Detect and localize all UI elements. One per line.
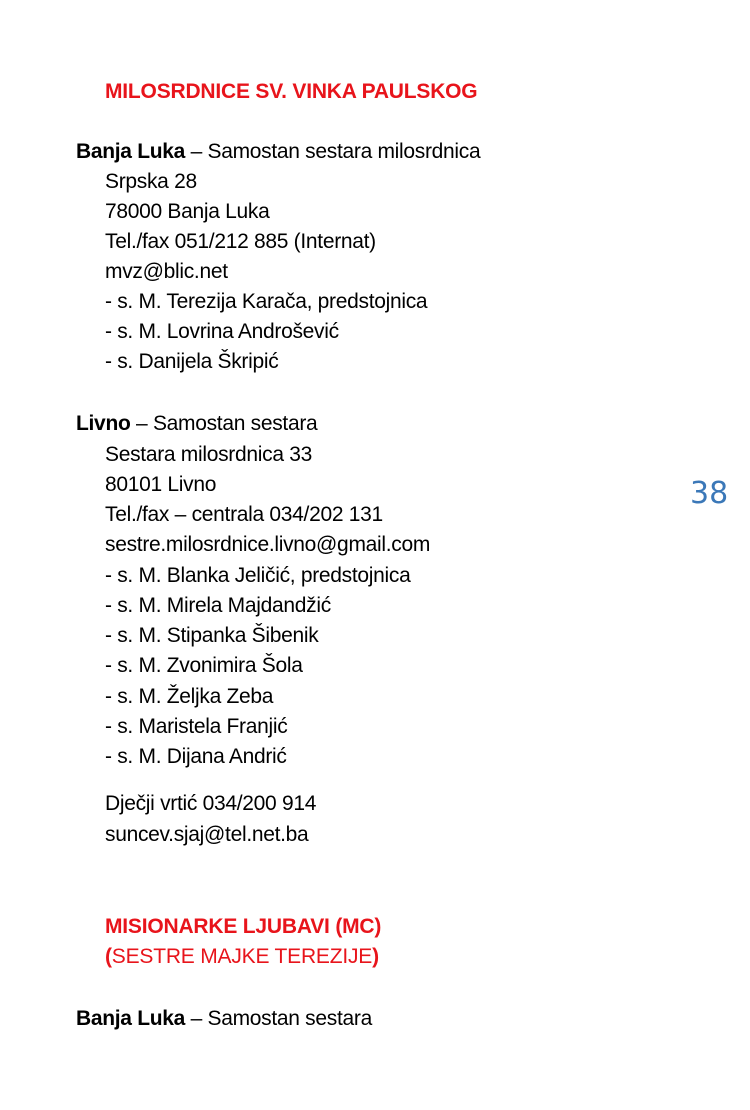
member-item: - s. Danijela Škripić (105, 350, 279, 373)
entry-title-rest: – Samostan sestara (130, 412, 318, 435)
entry-city: Banja Luka (76, 1007, 186, 1030)
member-item: - s. M. Stipanka Šibenik (105, 624, 319, 647)
entry-email: sestre.milosrdnice.livno@gmail.com (105, 533, 431, 556)
entry-city: Banja Luka (76, 140, 186, 163)
section-heading-misionarke: MISIONARKE LJUBAVI (MC) (105, 915, 382, 938)
entry-postal: 78000 Banja Luka (105, 200, 270, 223)
entry-city: Livno (76, 412, 131, 435)
entry-phone: Tel./fax – centrala 034/202 131 (105, 503, 383, 526)
entry-title (76, 1004, 372, 1034)
member-item: - s. M. Željka Zeba (105, 685, 274, 708)
entry-address: Srpska 28 (105, 170, 197, 193)
member-item: - s. M. Blanka Jeličić, predstojnica (105, 564, 411, 587)
kindergarten-phone: Dječji vrtić 034/200 914 (105, 792, 317, 815)
section-subheading-misionarke (105, 945, 379, 969)
member-item: - s. M. Terezija Karača, predstojnica (105, 290, 428, 313)
page-number: 38 (690, 476, 729, 511)
entry-title-rest: – Samostan sestara (185, 1007, 372, 1030)
member-item: - s. M. Dijana Andrić (105, 745, 287, 768)
entry-title (76, 409, 317, 439)
kindergarten-email: suncev.sjaj@tel.net.ba (105, 823, 309, 846)
subheading-open-paren: ( (105, 945, 112, 968)
entry-postal: 80101 Livno (105, 473, 217, 496)
section-heading-milosrdnice: MILOSRDNICE SV. VINKA PAULSKOG (105, 80, 478, 103)
entry-phone: Tel./fax 051/212 885 (Internat) (105, 230, 376, 253)
member-item: - s. M. Lovrina Androšević (105, 320, 339, 343)
entry-title-rest: – Samostan sestara milosrdnica (185, 140, 481, 163)
entry-address: Sestara milosrdnica 33 (105, 443, 312, 466)
subheading-text: SESTRE MAJKE TEREZIJE (111, 945, 373, 968)
entry-title (76, 137, 480, 167)
member-item: - s. M. Zvonimira Šola (105, 654, 303, 677)
subheading-close-paren: ) (372, 945, 379, 968)
member-item: - s. Maristela Franjić (105, 715, 288, 738)
member-item: - s. M. Mirela Majdandžić (105, 594, 331, 617)
entry-email: mvz@blic.net (105, 260, 228, 283)
